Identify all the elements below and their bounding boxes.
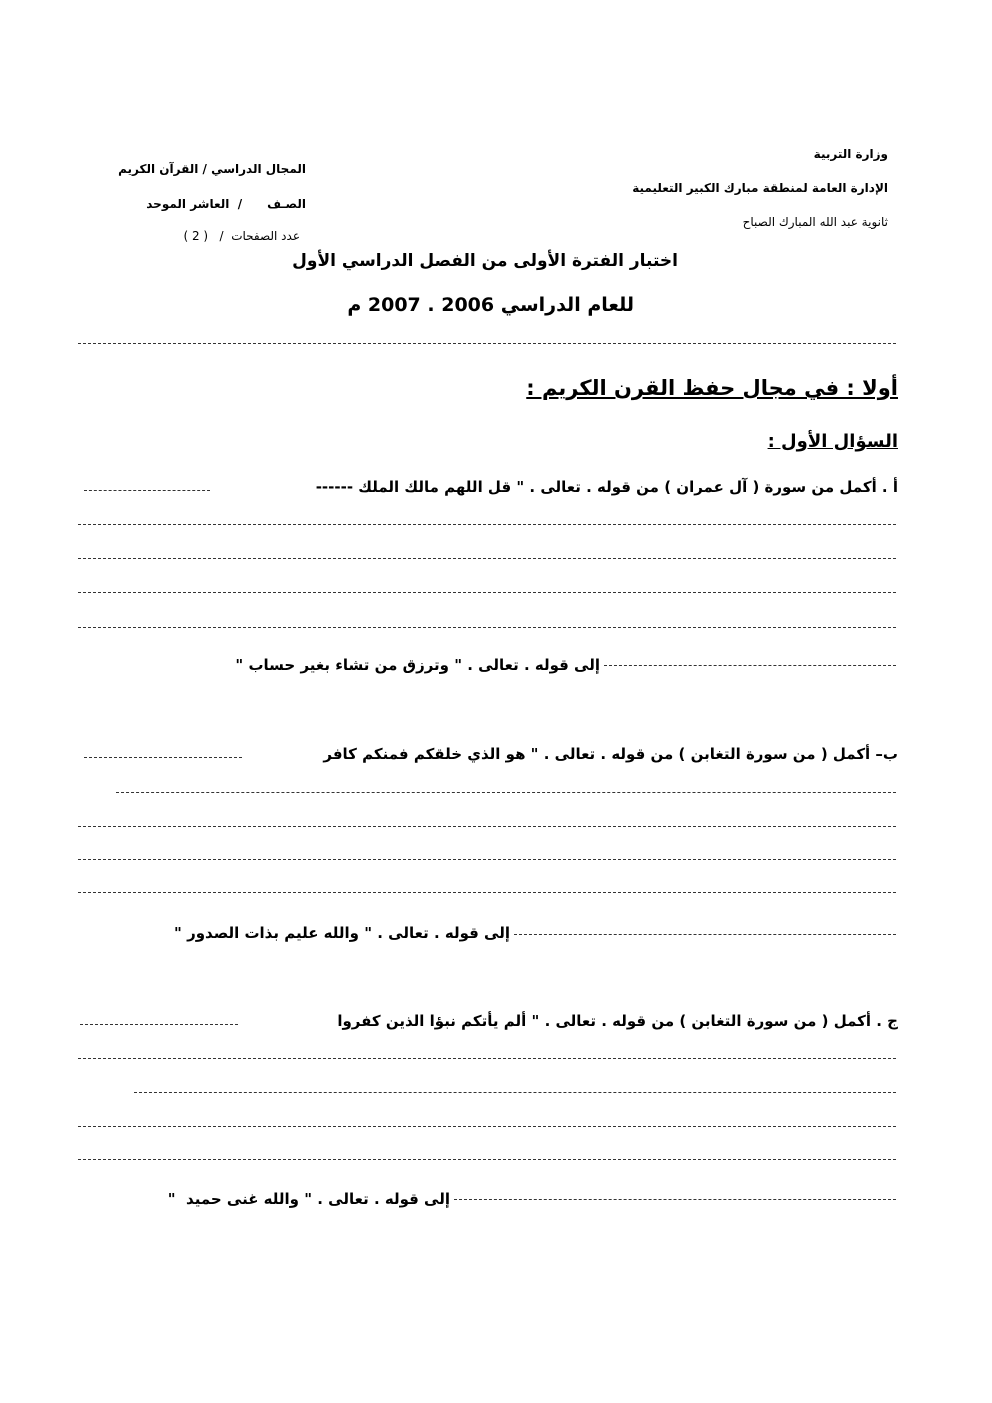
ministry-name: وزارة التربية bbox=[813, 147, 888, 161]
directorate-name: الإدارة العامة لمنطقة مبارك الكبير التعليمية bbox=[632, 181, 888, 195]
exam-year: للعام الدراسي 2006 . 2007 م bbox=[347, 294, 634, 316]
item-b-start: ب– أكمل ( من سورة التغابن ) من قوله . تعالى . " هو الذي خلقكم فمنكم كافر bbox=[323, 745, 898, 763]
item-b-end: إلى قوله . تعالى . " والله عليم بذات الصدور " bbox=[174, 924, 510, 942]
answer-line[interactable] bbox=[78, 826, 896, 827]
header-separator bbox=[78, 343, 896, 344]
answer-line[interactable] bbox=[78, 892, 896, 893]
answer-line[interactable] bbox=[116, 792, 896, 793]
school-name: ثانوية عبد الله المبارك الصباح bbox=[742, 215, 888, 229]
answer-line[interactable] bbox=[134, 1092, 896, 1093]
item-a-end: إلى قوله . تعالى . " وترزق من تشاء بغير حساب " bbox=[235, 656, 600, 674]
item-c-end: إلى قوله . تعالى . " والله غنى حميد " bbox=[167, 1190, 450, 1208]
item-a-lead-dashes bbox=[84, 490, 210, 491]
item-a-end-dashes bbox=[604, 665, 896, 666]
item-b-lead-dashes bbox=[84, 757, 242, 758]
item-c-lead-dashes bbox=[80, 1024, 238, 1025]
question-heading: السؤال الأول : bbox=[767, 431, 898, 452]
answer-line[interactable] bbox=[78, 627, 896, 628]
subject-label: المجال الدراسي / القرآن الكريم bbox=[118, 162, 306, 176]
answer-line[interactable] bbox=[78, 592, 896, 593]
answer-line[interactable] bbox=[78, 1126, 896, 1127]
exam-title: اختبار الفترة الأولى من الفصل الدراسي الأول bbox=[292, 251, 678, 271]
pages-label: عدد الصفحات / ( 2 ) bbox=[183, 229, 300, 243]
answer-line[interactable] bbox=[78, 1159, 896, 1160]
answer-line[interactable] bbox=[78, 524, 896, 525]
item-b-end-dashes bbox=[514, 934, 896, 935]
item-a-start: أ . أكمل من سورة ( آل عمران ) من قوله . تعالى . " قل اللهم مالك الملك ------ bbox=[315, 478, 898, 496]
answer-line[interactable] bbox=[78, 859, 896, 860]
section-heading: أولا : في مجال حفظ القرن الكريم : bbox=[526, 376, 898, 400]
grade-label: الصـف / العاشر الموحد bbox=[146, 197, 306, 211]
item-c-start: ج . أكمل ( من سورة التغابن ) من قوله . تعالى . " ألم يأتكم نبؤا الذين كفروا bbox=[337, 1012, 898, 1030]
item-c-end-dashes bbox=[454, 1199, 896, 1200]
answer-line[interactable] bbox=[78, 558, 896, 559]
answer-line[interactable] bbox=[78, 1058, 896, 1059]
